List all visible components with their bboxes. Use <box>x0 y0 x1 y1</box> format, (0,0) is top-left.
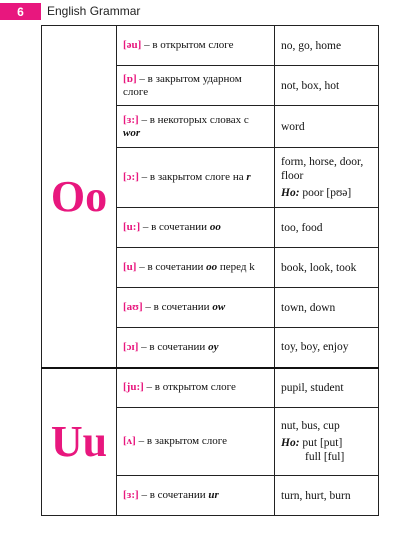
rule-cell <box>117 288 275 328</box>
phonetic-symbol: [ʌ] <box>123 435 136 447</box>
book-title: English Grammar <box>47 4 141 18</box>
examples-cell: town, down <box>275 288 379 328</box>
rule-keyword: ow <box>212 301 226 313</box>
page-number-badge: 6 <box>0 3 41 20</box>
phonetic-symbol: [ju:] <box>123 381 144 394</box>
examples-cell: too, food <box>275 208 379 248</box>
rule-cell <box>117 106 275 148</box>
letter-cell: Uu <box>42 368 117 516</box>
phonetic-symbol: [ɔɪ] <box>123 340 139 353</box>
examples-cell: book, look, took <box>275 248 379 288</box>
rule-text: – в некоторых словах с <box>138 113 249 126</box>
examples-cell: toy, boy, enjoy <box>275 328 379 368</box>
rule-keyword: wor <box>123 126 141 139</box>
rule-cell <box>117 208 275 248</box>
examples-cell: word <box>275 106 379 148</box>
rule-text: – в сочетании <box>136 261 207 273</box>
examples-text: form, horse, door, floor <box>281 156 364 182</box>
rule-keyword: r <box>246 171 251 183</box>
table-row <box>42 368 379 408</box>
rule-cell <box>117 328 275 368</box>
exception-label: Ho: <box>281 437 300 449</box>
rule-text: – в закрытом ударном слоге <box>123 72 242 98</box>
examples-cell: turn, hurt, burn <box>275 476 379 516</box>
rule-text: – в сочетании <box>140 221 210 233</box>
rule-cell <box>117 476 275 516</box>
examples-cell <box>275 408 379 476</box>
examples-cell: no, go, home <box>275 26 379 66</box>
exception-label: Ho: <box>281 187 300 199</box>
vowel-rules-table <box>41 25 379 516</box>
table-row <box>42 26 379 66</box>
examples-cell: pupil, student <box>275 368 379 408</box>
rule-keyword: ur <box>208 489 219 501</box>
rule-text: – в закрытом слоге <box>135 435 228 447</box>
phonetic-symbol: [u:] <box>123 221 141 233</box>
phonetic-symbol: [ɔ:] <box>123 171 139 183</box>
rule-text: – в закрытом слоге на <box>138 171 247 183</box>
rule-cell <box>117 408 275 476</box>
rule-keyword: oy <box>208 340 219 353</box>
phonetic-symbol: [u] <box>123 261 137 273</box>
rule-text: – в открытом слоге <box>141 39 234 51</box>
exception-text: put [put] <box>299 437 343 449</box>
phonetic-symbol: [əu] <box>123 39 142 51</box>
phonetic-symbol: [ɜ:] <box>123 489 139 501</box>
rule-keyword: oo <box>206 261 218 273</box>
exception-text-2: full [ful] <box>305 451 345 463</box>
rule-cell <box>117 26 275 66</box>
phonetic-symbol: [aʊ] <box>123 301 143 313</box>
rule-text: – в сочетании <box>142 301 213 313</box>
rule-text-suffix: перед k <box>217 261 255 273</box>
exception-line <box>281 436 372 450</box>
examples-cell <box>275 148 379 208</box>
exception-text: poor [pʊə] <box>299 187 352 199</box>
phonetic-symbol: [ɒ] <box>123 72 137 85</box>
rule-text: – в открытом слоге <box>143 381 236 394</box>
rule-text: – в сочетании <box>138 489 209 501</box>
rule-cell <box>117 148 275 208</box>
rule-text: – в сочетании <box>138 340 209 353</box>
rule-cell <box>117 368 275 408</box>
rule-keyword: oo <box>209 221 221 233</box>
rule-cell <box>117 66 275 106</box>
rule-cell <box>117 248 275 288</box>
letter-cell: Oo <box>42 26 117 368</box>
examples-text: nut, bus, cup <box>281 420 340 432</box>
page-header <box>0 0 407 20</box>
examples-cell: not, box, hot <box>275 66 379 106</box>
exception-line <box>281 186 372 200</box>
phonetic-symbol: [ɜ:] <box>123 113 139 126</box>
